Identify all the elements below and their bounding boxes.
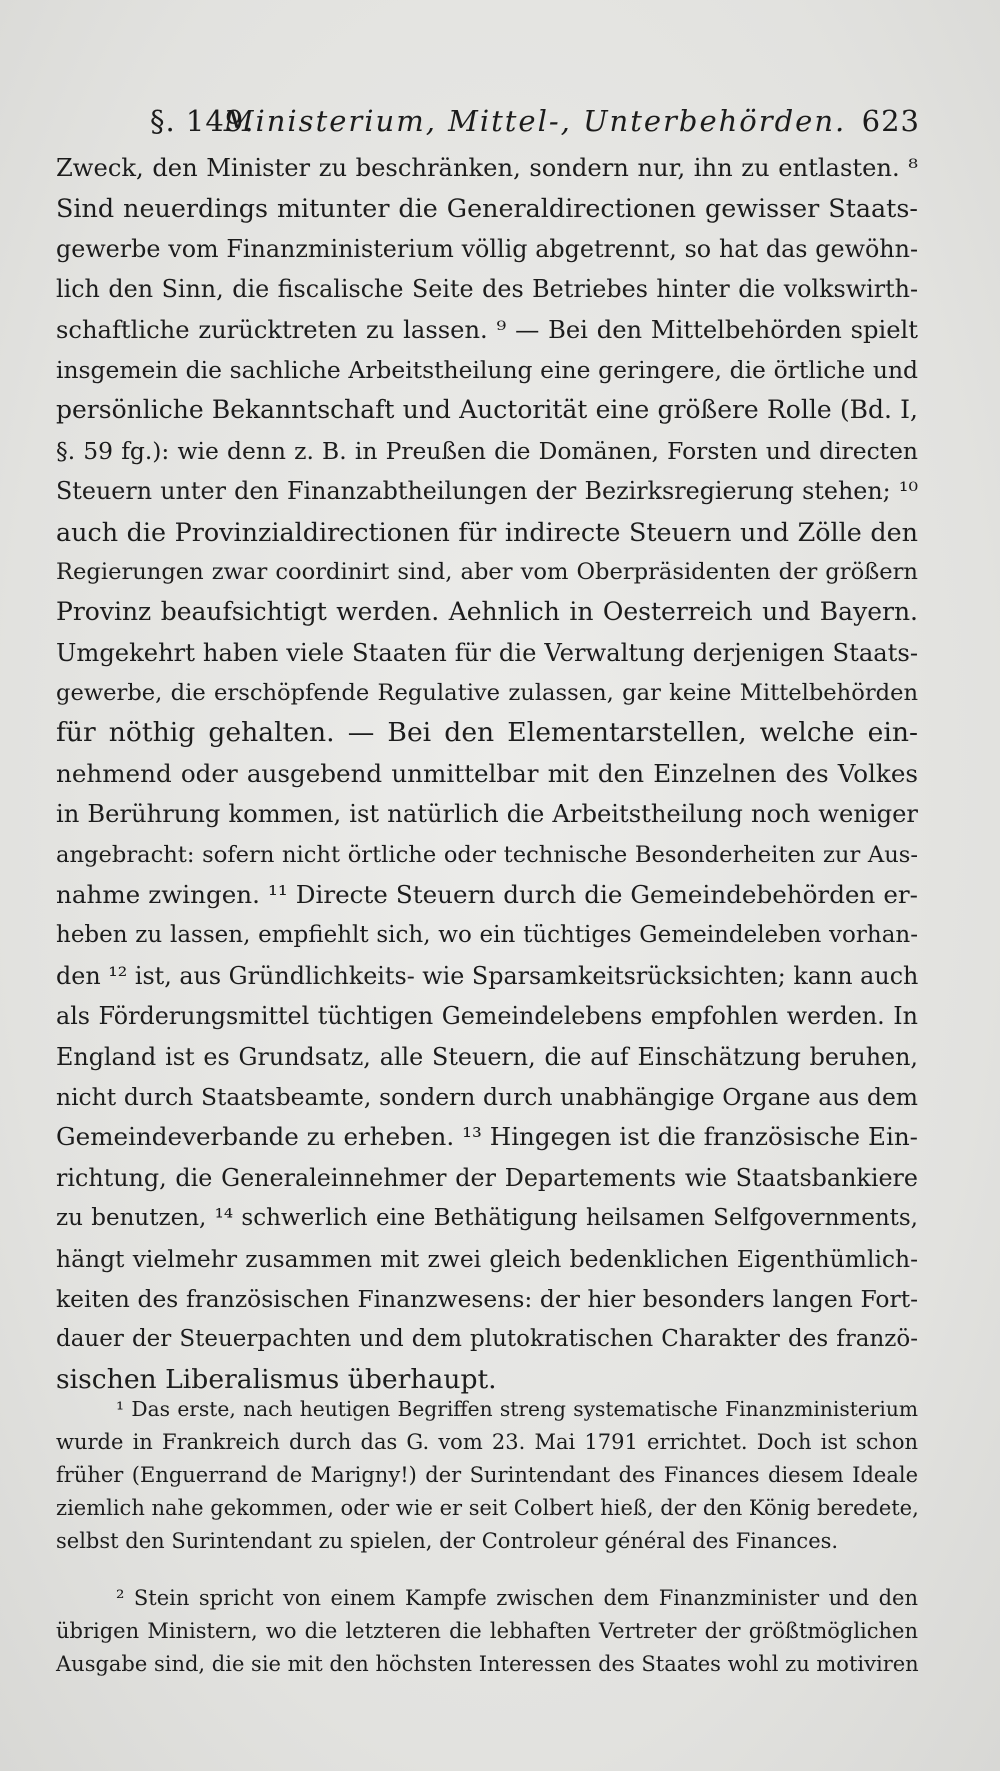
text-line: Provinz beaufsichtigt werden. Aehnlich in Oesterreich und Bayern. [56,597,918,627]
footnote-line: Ausgabe sind, die sie mit den höchsten Interessen des Staates wohl zu motiviren [56,1652,919,1676]
footnote-2 [56,1582,918,1681]
text-line: Zweck, den Minister zu beschränken, sondern nur, ihn zu entlasten. ⁸ [56,154,918,182]
running-header [150,104,920,144]
page-number: 623 [861,104,920,138]
text-line: nehmend oder ausgebend unmittelbar mit den Einzelnen des Volkes [56,758,918,788]
text-line: Steuern unter den Finanzabtheilungen der Bezirksregierung stehen; ¹⁰ [56,477,918,506]
text-line: persönliche Bekanntschaft und Auctorität eine größere Rolle (Bd. I, [56,395,918,425]
text-line: Regierungen zwar coordinirt sind, aber vom Oberpräsidenten der größern [56,558,918,585]
footnote-1 [56,1393,918,1558]
text-line: gewerbe, die erschöpfende Regulative zulassen, gar keine Mittelbehörden [56,680,918,707]
text-line: gewerbe vom Finanzministerium völlig abgetrennt, so hat das gewöhn- [56,234,918,263]
footnote-line: wurde in Frankreich durch das G. vom 23. Mai 1791 errichtet. Doch ist schon [56,1430,918,1454]
footnote-line: früher (Enguerrand de Marigny!) der Surintendant des Finances diesem Ideale [56,1463,918,1487]
text-line: zu benutzen, ¹⁴ schwerlich eine Bethätigung heilsamen Selfgovernments, [56,1205,918,1232]
text-line: richtung, die Generaleinnehmer der Departements wie Staatsbankiere [56,1163,918,1192]
footnote-line: ² Stein spricht von einem Kampfe zwischen dem Finanzminister und den [116,1586,918,1610]
section-number: §. 149. [150,104,255,138]
text-line: als Förderungsmittel tüchtigen Gemeindelebens empfohlen werden. In [56,1002,918,1031]
text-line: nicht durch Staatsbeamte, sondern durch unabhängige Organe aus dem [56,1082,918,1111]
text-line: §. 59 fg.): wie denn z. B. in Preußen die Domänen, Forsten und directen [56,436,918,465]
text-line: angebracht: sofern nicht örtliche oder technische Besonderheiten zur Aus- [56,841,918,868]
text-line: schaftliche zurücktreten zu lassen. ⁹ — Bei den Mittelbehörden spielt [56,315,918,344]
footnote-line: selbst den Surintendant zu spielen, der Controleur général des Finances. [56,1529,839,1553]
text-line: lich den Sinn, die fiscalische Seite des Betriebes hinter die volkswirth- [56,275,918,304]
text-line: sischen Liberalismus überhaupt. [56,1363,497,1395]
text-line: auch die Provinzialdirectionen für indirecte Steuern und Zölle den [56,516,918,547]
text-line: keiten des französischen Finanzwesens: der hier besonders langen Fort- [56,1284,918,1313]
text-line: hängt vielmehr zusammen mit zwei gleich bedenklichen Eigenthümlich- [56,1244,918,1273]
footnotes [56,1393,918,1681]
text-line: in Berührung kommen, ist natürlich die Arbeitstheilung noch weniger [56,800,918,829]
text-line: Sind neuerdings mitunter die Generaldirectionen gewisser Staats- [56,193,918,224]
text-line: Gemeindeverbande zu erheben. ¹³ Hingegen ist die französische Ein- [56,1122,918,1152]
text-line: dauer der Steuerpachten und dem plutokratischen Charakter des franzö- [56,1326,918,1353]
footnote-line: ¹ Das erste, nach heutigen Begriffen streng systematische Finanzministerium [116,1397,918,1421]
text-line: nahme zwingen. ¹¹ Directe Steuern durch die Gemeindebehörden er- [56,880,918,910]
text-line: für nöthig gehalten. — Bei den Elementarstellen, welche ein- [56,717,918,749]
text-line: Umgekehrt haben viele Staaten für die Verwaltung derjenigen Staats- [56,638,918,667]
text-line: heben zu lassen, empfiehlt sich, wo ein tüchtiges Gemeindeleben vorhan- [56,922,918,949]
text-line: den ¹² ist, aus Gründlichkeits- wie Sparsamkeitsrücksichten; kann auch [56,961,919,990]
chapter-title: Ministerium, Mittel-, Unterbehörden. [223,104,847,138]
footnote-line: ziemlich nahe gekommen, oder wie er seit Colbert hieß, der den König beredete, [56,1496,919,1520]
text-line: England ist es Grundsatz, alle Steuern, die auf Einschätzung beruhen, [56,1042,918,1071]
text-line: insgemein die sachliche Arbeitstheilung eine geringere, die örtliche und [56,355,918,384]
footnote-line: übrigen Ministern, wo die letzteren die lebhaften Vertreter der größtmöglichen [56,1619,918,1643]
main-text [56,148,918,1400]
